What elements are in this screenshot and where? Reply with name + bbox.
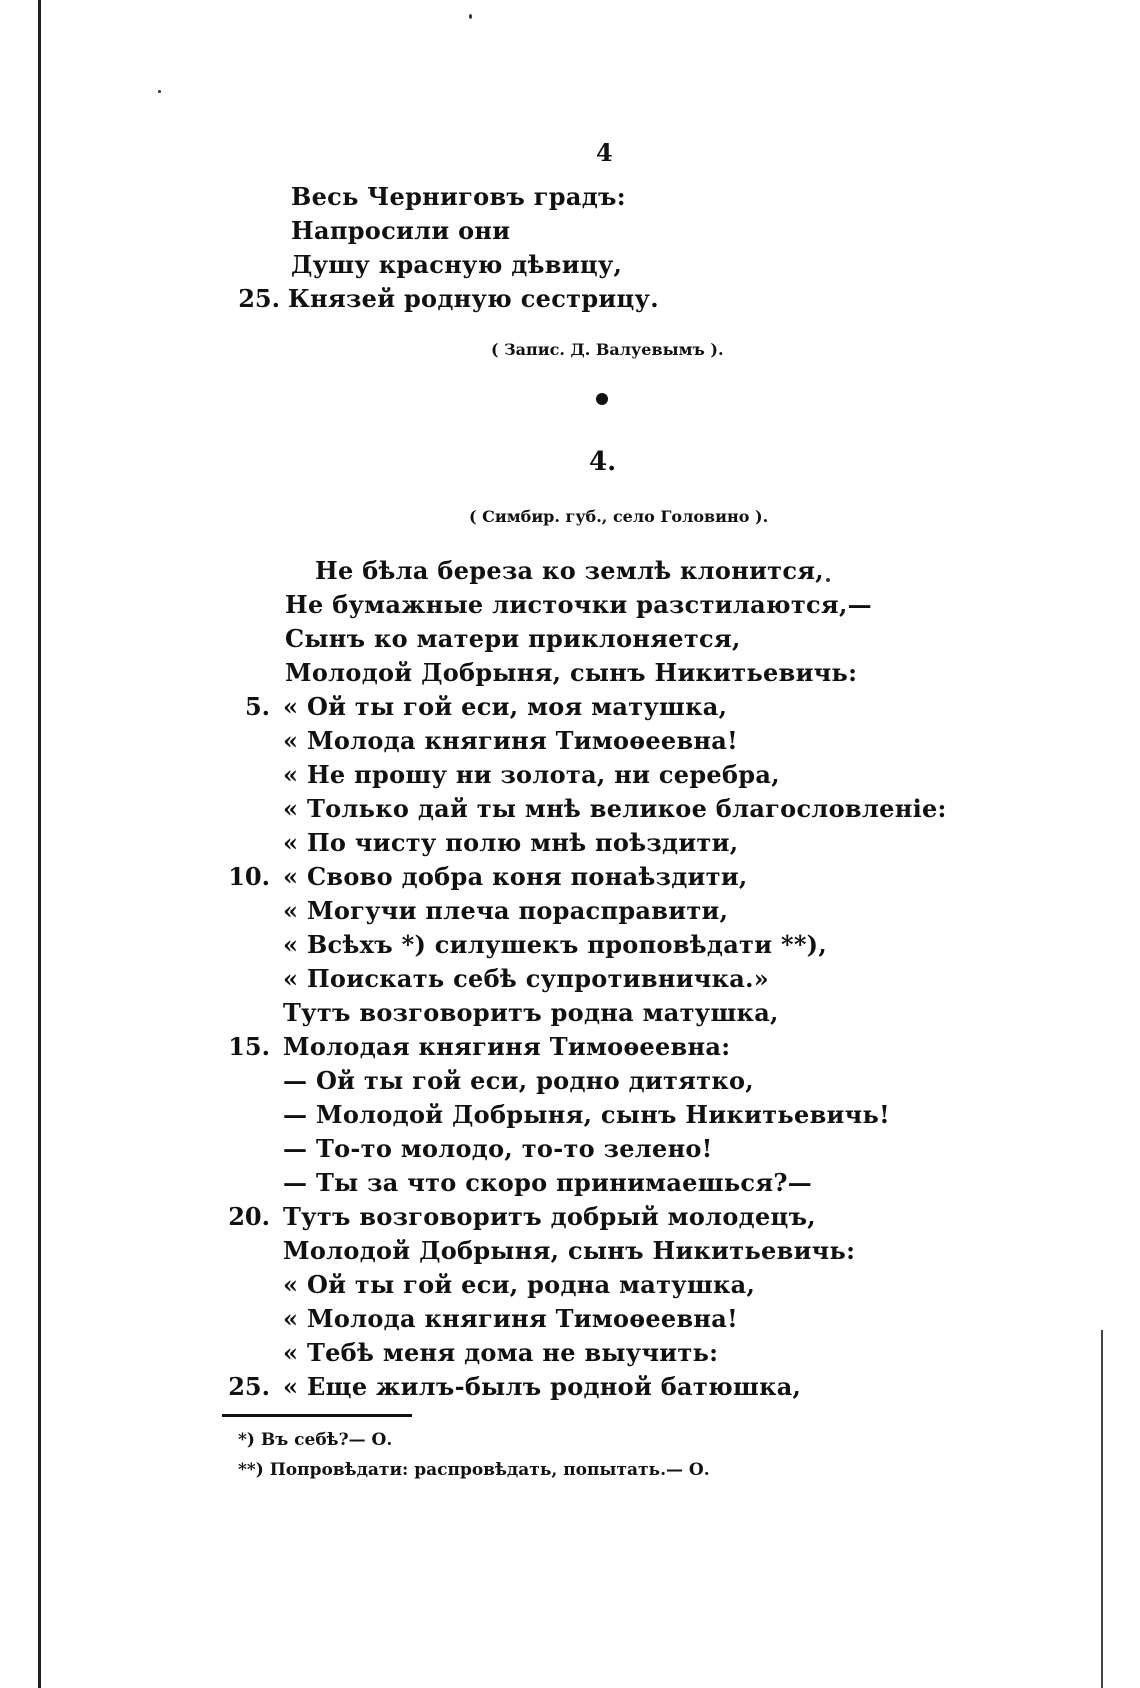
section-number: 4. xyxy=(589,447,617,477)
poem-line: « Молода княгиня Тимоѳеевна! xyxy=(283,726,738,755)
poem-line: Сынъ ко матери приклоняется, xyxy=(285,624,741,653)
poem-line: Напросили они xyxy=(291,216,511,245)
poem-line: — То-то молодо, то-то зелено! xyxy=(283,1134,713,1163)
line-number: 20. xyxy=(228,1202,270,1231)
page-number: 4 xyxy=(596,138,613,167)
poem-line: « Поискать себѣ супротивничка.» xyxy=(283,964,770,993)
poem-line: — Ой ты гой еси, родно дитятко, xyxy=(283,1066,754,1095)
line-number: 25. xyxy=(238,284,280,313)
poem-line: « Всѣхъ *) силушекъ проповѣдати **), xyxy=(283,930,827,959)
poem-line: Весь Черниговъ градъ: xyxy=(291,182,626,211)
attribution: ( Запис. Д. Валуевымъ ). xyxy=(491,340,724,359)
poem-line: — Ты за что скоро принимаешься?— xyxy=(283,1168,813,1197)
poem-line: « Тебѣ меня дома не выучить: xyxy=(283,1338,719,1367)
scan-speck xyxy=(826,578,830,582)
poem-line: « Могучи плеча порасправити, xyxy=(283,896,729,925)
poem-line: Не бумажные листочки разстилаются,— xyxy=(285,590,872,619)
poem-line: « Молода княгиня Тимоѳеевна! xyxy=(283,1304,738,1333)
poem-line: Князей родную сестрицу. xyxy=(288,284,659,313)
footnote: *) Въ себѣ?— О. xyxy=(238,1430,393,1450)
section-ornament xyxy=(596,393,608,405)
poem-line: « Не прошу ни золота, ни серебра, xyxy=(283,760,780,789)
poem-line: « По чисту полю мнѣ поѣздити, xyxy=(283,828,739,857)
poem-line: Молодой Добрыня, сынъ Никитьевичь: xyxy=(285,658,858,687)
poem-line: « Ой ты гой еси, моя матушка, xyxy=(283,692,728,721)
footnote: **) Попровѣдати: распровѣдать, попытать.— О. xyxy=(238,1460,710,1480)
poem-line: « Еще жилъ-былъ родной батюшка, xyxy=(283,1372,802,1401)
scan-speck xyxy=(158,90,161,93)
poem-line: Молодой Добрыня, сынъ Никитьевичь: xyxy=(283,1236,856,1265)
line-number: 10. xyxy=(228,862,270,891)
scan-speck xyxy=(469,14,472,19)
line-number: 5. xyxy=(244,692,270,721)
poem-line: Тутъ возговоритъ родна матушка, xyxy=(283,998,779,1027)
section-location: ( Симбир. губ., село Головино ). xyxy=(469,507,769,526)
poem-line: « Только дай ты мнѣ великое благословленіе: xyxy=(283,794,947,823)
page-edge-right xyxy=(1101,1330,1103,1688)
poem-line: Молодая княгиня Тимоѳеевна: xyxy=(283,1032,731,1061)
footnote-rule xyxy=(222,1414,412,1417)
line-number: 25. xyxy=(228,1372,270,1401)
line-number: 15. xyxy=(228,1032,270,1061)
page-edge-left xyxy=(38,0,41,1688)
poem-line: « Ой ты гой еси, родна матушка, xyxy=(283,1270,756,1299)
poem-line: « Свово добра коня понаѣздити, xyxy=(283,862,748,891)
poem-line: Душу красную дѣвицу, xyxy=(291,250,623,279)
poem-line: Не бѣла береза ко землѣ клонится, xyxy=(315,556,824,585)
poem-line: — Молодой Добрыня, сынъ Никитьевичь! xyxy=(283,1100,890,1129)
poem-line: Тутъ возговоритъ добрый молодецъ, xyxy=(283,1202,816,1231)
